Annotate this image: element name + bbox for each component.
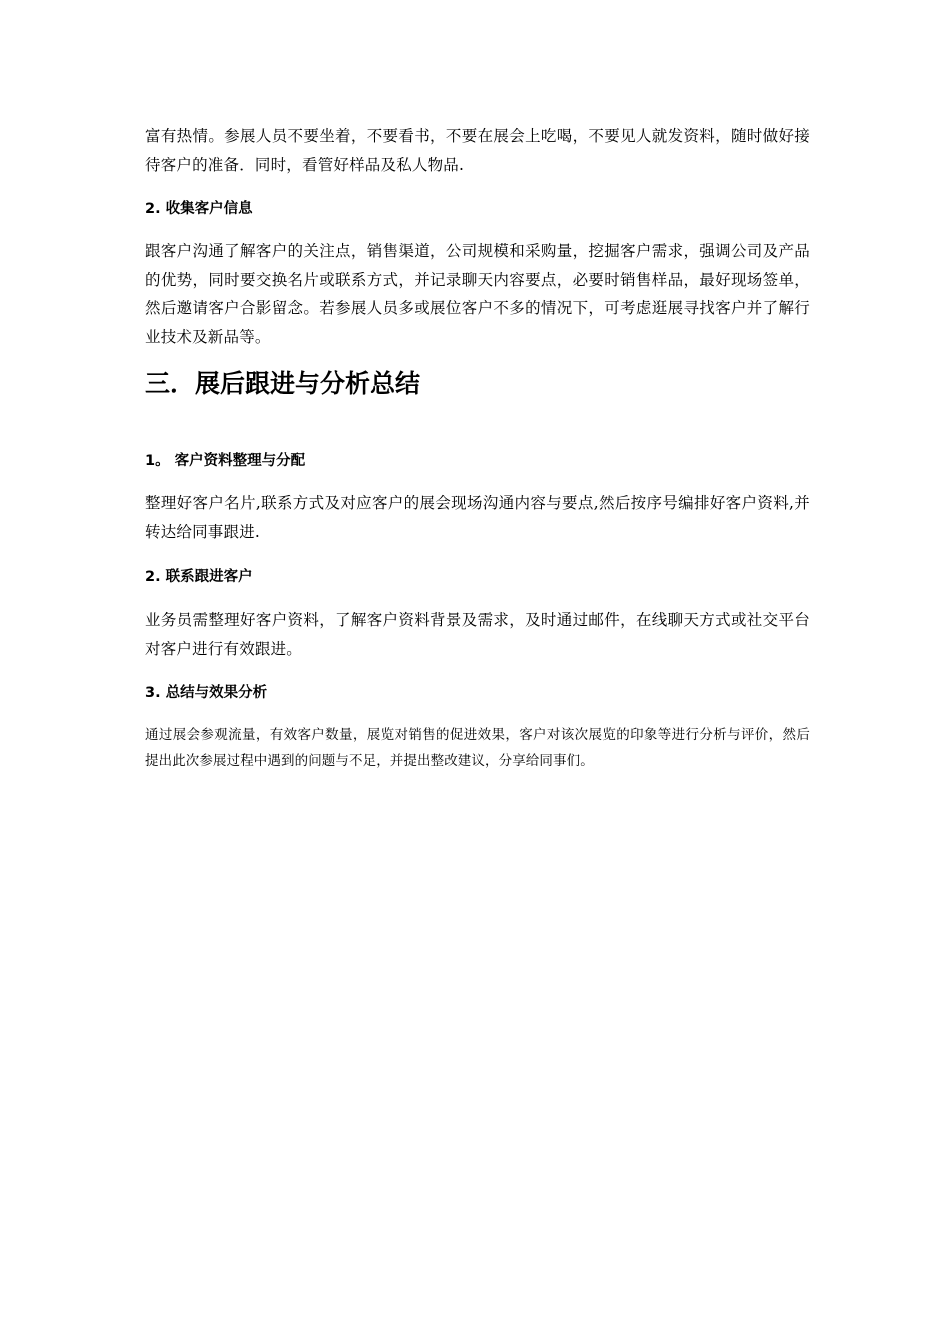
contact-followup-heading: 2. 联系跟进客户 — [145, 569, 253, 585]
section-heading-followup: 三．展后跟进与分析总结 — [145, 369, 421, 398]
summary-analysis-heading: 3. 总结与效果分析 — [145, 685, 268, 701]
customer-data-organize-heading: 1。 客户资料整理与分配 — [145, 453, 306, 469]
customer-data-organize-paragraph: 整理好客户名片,联系方式及对应客户的展会现场沟通内容与要点,然后按序号编排好客户资料,并转达给同事跟进. — [145, 494, 810, 541]
collect-customer-info-paragraph: 跟客户沟通了解客户的关注点，销售渠道，公司规模和采购量，挖掘客户需求，强调公司及产品的优势，同时要交换名片或联系方式，并记录聊天内容要点，必要时销售样品，最好现场签单，然后邀请客户合影留念。若参展人员多或展位客户不多的情况下，可考虑逛展寻找客户并了解行业技术及新品等。 — [145, 242, 810, 346]
contact-followup-paragraph: 业务员需整理好客户资料，了解客户资料背景及需求，及时通过邮件，在线聊天方式或社交平台对客户进行有效跟进。 — [145, 611, 810, 658]
collect-customer-info-heading: 2. 收集客户信息 — [145, 201, 253, 217]
summary-analysis-paragraph: 通过展会参观流量，有效客户数量，展览对销售的促进效果，客户对该次展览的印象等进行分析与评价，然后提出此次参展过程中遇到的问题与不足，并提出整改建议，分享给同事们。 — [145, 727, 810, 769]
intro-paragraph: 富有热情。参展人员不要坐着，不要看书，不要在展会上吃喝，不要见人就发资料，随时做好接待客户的准备．同时，看管好样品及私人物品. — [145, 127, 810, 174]
